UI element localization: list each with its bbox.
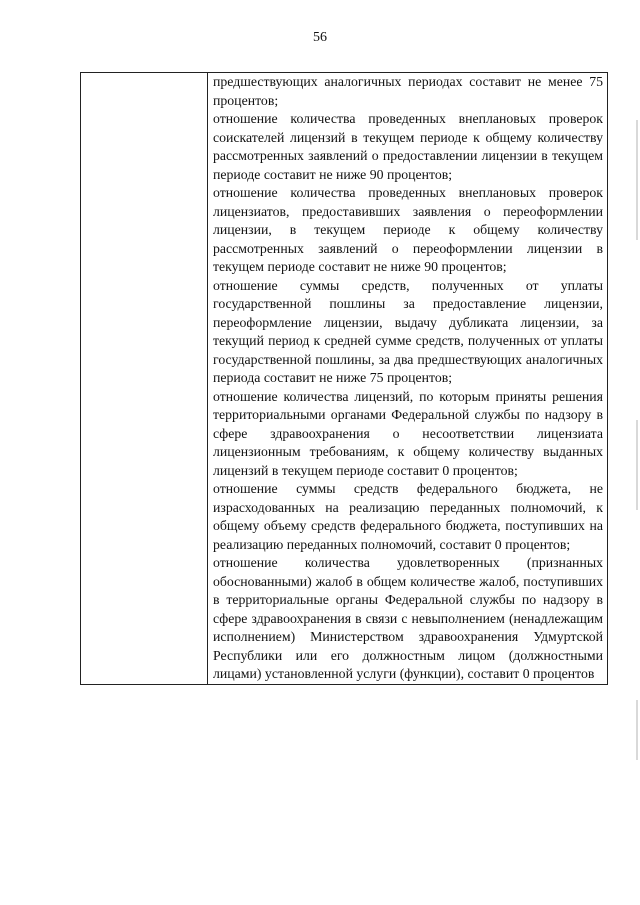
table-cell-right xyxy=(208,73,608,685)
indicators-table xyxy=(80,72,608,685)
table-cell-left xyxy=(81,73,208,685)
scan-edge-mark xyxy=(636,700,638,760)
paragraph: отношение количества удовлетворенных (признанных обоснованными) жалоб в общем количестве жалоб, поступивших в территориальные органы Федеральной службы по надзору в сфере здравоохранения в связи с невыполнением (ненадлежащим исполнением) Министерством здравоохранения Удмуртской Республики или его должностным лицом (должностными лицами) установленной услуги (функции), составит 0 процентов xyxy=(213,555,603,681)
paragraph: отношение суммы средств, полученных от уплаты государственной пошлины за предоставление лицензии, переоформление лицензии, выдачу дубликата лицензии, за текущий период к средней сумме средств, полученных от уплаты государственной пошлины, за два предшествующих аналогичных периода составит не ниже 75 процентов; xyxy=(213,277,603,385)
paragraph: отношение количества проведенных внеплановых проверок соискателей лицензий в текущем периоде к общему количеству рассмотренных заявлений о предоставлении лицензии в текущем периоде составит не ниже 90 процентов; xyxy=(213,111,603,182)
paragraph: отношение количества проведенных внеплановых проверок лицензиатов, предоставивших заявления о переоформлении лицензии, в текущем периоде к общему количеству рассмотренных заявлений о переоформлении лицензии в текущем периоде составит не ниже 90 процентов; xyxy=(213,185,603,274)
table-row xyxy=(81,73,608,685)
scan-edge-mark xyxy=(636,120,638,240)
paragraph: отношение суммы средств федерального бюджета, не израсходованных на реализацию переданных полномочий, к общему объему средств федерального бюджета, поступивших на реализацию переданных полномочий, составит 0 процентов; xyxy=(213,481,603,552)
page-number: 56 xyxy=(313,30,327,45)
paragraph: отношение количества лицензий, по которым приняты решения территориальными органами Федеральной службы по надзору в сфере здравоохранения о несоответствии лицензиата лицензионным требованиям, к общему количеству выданных лицензий в текущем периоде составит 0 процентов; xyxy=(213,388,603,478)
scan-edge-mark xyxy=(636,420,638,510)
paragraph: предшествующих аналогичных периодах составит не менее 75 процентов; xyxy=(213,74,603,108)
